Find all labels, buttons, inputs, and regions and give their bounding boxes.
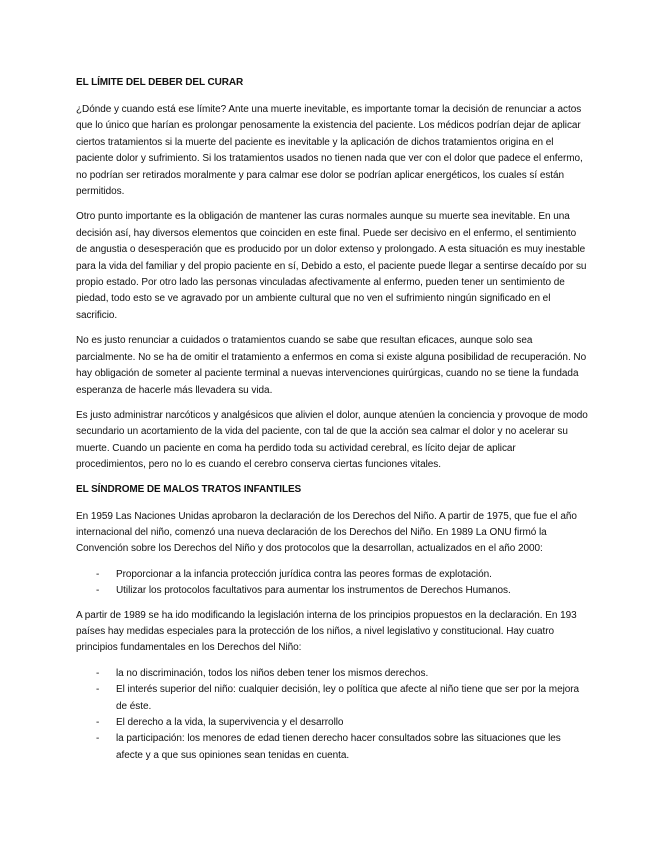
bullet-list-principios bbox=[76, 666, 588, 764]
bullet-dash: - bbox=[96, 568, 100, 580]
list-item-text: Utilizar los protocolos facultativos para aumentar los instrumentos de Derechos Humanos. bbox=[116, 585, 511, 597]
list-item-text: El interés superior del niño: cualquier decisión, ley o política que afecte al niño tiene que ser por la mejora de éste. bbox=[116, 684, 580, 712]
list-item bbox=[76, 666, 588, 682]
list-item bbox=[76, 567, 588, 583]
paragraph-limite-3: No es justo renunciar a cuidados o tratamientos cuando se sabe que resultan eficaces, aunque solo sea parcialmente. No se ha de omitir el tratamiento a enfermos en coma si existe alguna posibilidad de recuperación. No hay obligación de someter al paciente terminal a nuevas intervenciones quirúrgicas, cuando no se tiene la fundada esperanza de hacerle más llevadera su vida. bbox=[76, 335, 587, 396]
paragraph-malos-tratos-1: En 1959 Las Naciones Unidas aprobaron la declaración de los Derechos del Niño. A partir de 1975, que fue el año internacional del niño, comenzó una nueva declaración de los Derechos del Niño. En 1989 La ONU firmó la Convención sobre los Derechos del Niño y dos protocolos que la desarrollan, actualizados en el año 2000: bbox=[76, 510, 577, 555]
paragraph-malos-tratos-2: A partir de 1989 se ha ido modificando la legislación interna de los principios propuestos en la declaración. En 193 países hay medidas especiales para la protección de los niños, a nivel legislativo y constitucional. Hay cuatro principios fundamentales en los Derechos del Niño: bbox=[76, 609, 577, 654]
list-item bbox=[76, 682, 588, 715]
paragraph-limite-4: Es justo administrar narcóticos y analgésicos que alivien el dolor, aunque atenúen la conciencia y provoque de modo secundario un acortamiento de la vida del paciente, con tal de que la acción sea calmar el dolor y no acelerar su muerte. Cuando un paciente en coma ha perdido toda su actividad cerebral, es lícito dejar de aplicar procedimientos, pero no lo es cuando el cerebro conserva ciertas funciones vitales. bbox=[76, 409, 588, 471]
list-item bbox=[76, 583, 588, 599]
paragraph-limite-2: Otro punto importante es la obligación de mantener las curas normales aunque su muerte sea inevitable. En una decisión así, hay diversos elementos que coinciden en este final. Puede ser decisivo en el enfermo, el sentimiento de angustia o desesperación que es producido por un dolor extenso y prolongado. A esta situación es muy inestable para la vida del familiar y del propio paciente en sí, Debido a esto, el paciente puede llegar a sentirse decaído por su propio estado. Por otro lado las personas vinculadas afectivamente al enfermo, pueden tener un sentimiento de piedad, todo esto se ve agravado por un ambiente cultural que no ven el sufrimiento ningún significado en el sacrificio. bbox=[76, 211, 587, 321]
list-item-text: la participación: los menores de edad tienen derecho hacer consultados sobre las situaciones que les afecte y a que sus opiniones sean tenidas en cuenta. bbox=[116, 733, 561, 761]
section-heading-limite: EL LÍMITE DEL DEBER DEL CURAR bbox=[76, 77, 244, 88]
list-item-text: El derecho a la vida, la supervivencia y el desarrollo bbox=[116, 717, 344, 728]
section-heading-malos-tratos: EL SÍNDROME DE MALOS TRATOS INFANTILES bbox=[76, 483, 302, 495]
list-item bbox=[76, 731, 588, 764]
list-item-text: Proporcionar a la infancia protección jurídica contra las peores formas de explotación. bbox=[116, 568, 492, 580]
document-page bbox=[76, 76, 588, 772]
bullet-dash: - bbox=[96, 717, 100, 728]
bullet-dash: - bbox=[96, 684, 100, 696]
bullet-dash: - bbox=[96, 585, 100, 597]
bullet-dash: - bbox=[96, 733, 100, 745]
bullet-list-protocolos bbox=[76, 567, 588, 600]
paragraph-limite-1: ¿Dónde y cuando está ese límite? Ante una muerte inevitable, es importante tomar la decisión de renunciar a actos que lo único que harían es prolongar penosamente la existencia del paciente. Los médicos podrían dejar de aplicar ciertos tratamientos si la muerte del paciente es inevitable y la aplicación de dichos tratamientos origina en el paciente dolor y sufrimiento. Si los tratamientos usados no tienen nada que ver con el dolor que padece el enfermo, no podrían ser retirados moralmente y para calmar ese dolor se podrían aplicar energéticos, los cuales sí están permitidos. bbox=[76, 104, 583, 198]
list-item-text: la no discriminación, todos los niños deben tener los mismos derechos. bbox=[116, 667, 429, 679]
list-item bbox=[76, 715, 588, 731]
bullet-dash: - bbox=[96, 667, 100, 679]
